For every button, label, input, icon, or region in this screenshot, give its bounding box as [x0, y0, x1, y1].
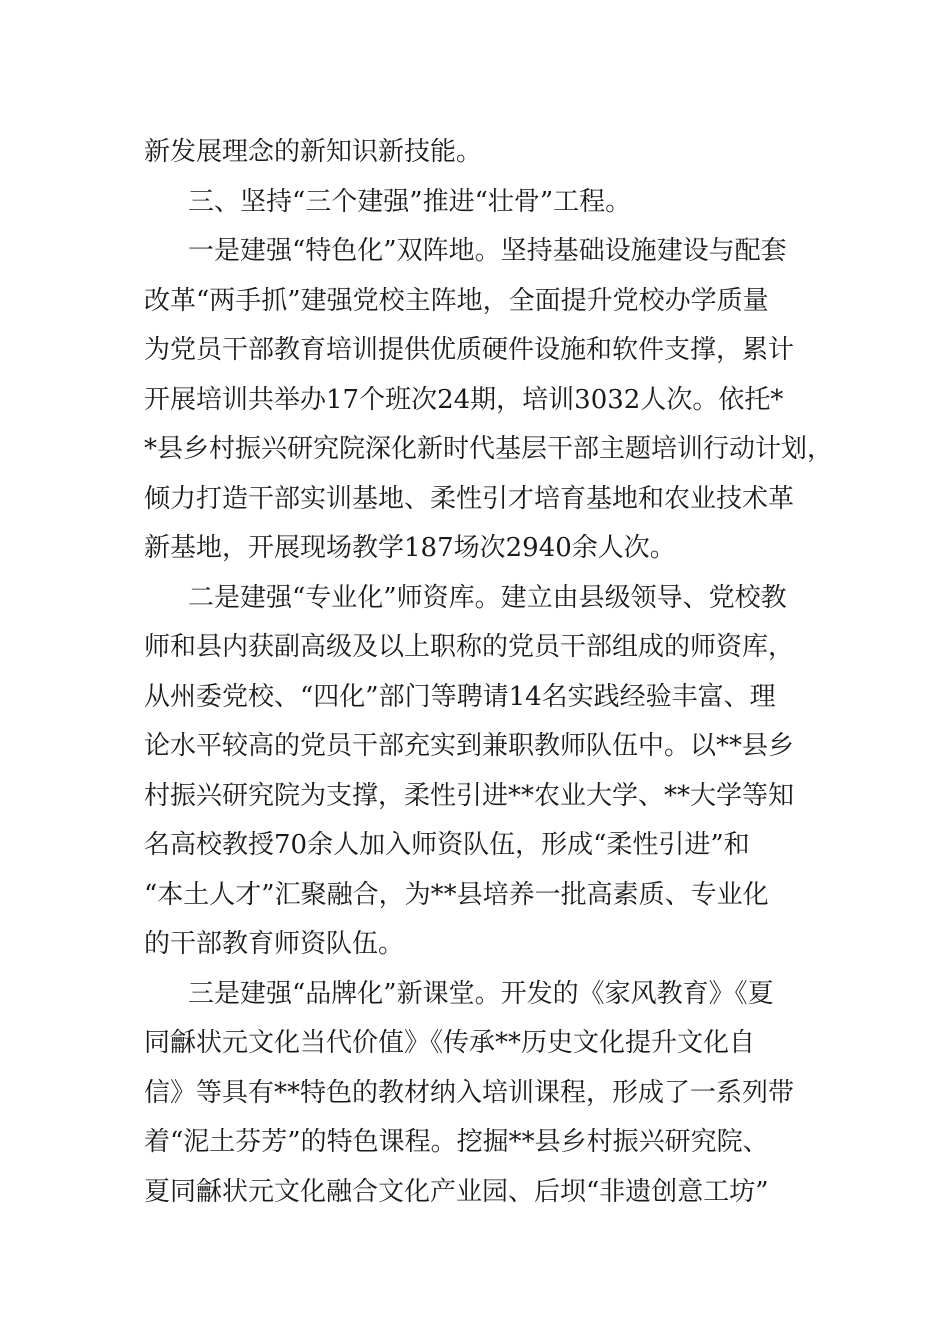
text-line-6: 开展培训共举办17个班次24期，培训3032人次。依托* — [144, 384, 784, 415]
text-line-21: 着“泥土芬芳”的特色课程。挖掘**县乡村振兴研究院、 — [144, 1127, 769, 1157]
text-line-18: 三是建强“品牌化”新课堂。开发的《家风教育》《夏 — [188, 978, 774, 1009]
text-line-19: 同龢状元文化当代价值》《传承**历史文化提升文化自 — [144, 1028, 756, 1058]
text-line-15: 名高校教授70余人加入师资队伍，形成“柔性引进”和 — [144, 830, 750, 860]
text-line-9: 新基地，开展现场教学187场次2940余人次。 — [144, 533, 676, 563]
text-line-5: 为党员干部教育培训提供优质硬件设施和软件支撑，累计 — [144, 335, 795, 365]
text-line-13: 论水平较高的党员干部充实到兼职教师队伍中。以**县乡 — [144, 731, 795, 761]
document-page — [144, 128, 834, 1217]
section-heading-3: 三、坚持“三个建强”推进“壮骨”工程。 — [188, 186, 632, 217]
text-line-17: 的干部教育师资队伍。 — [144, 929, 405, 959]
text-line-14: 村振兴研究院为支撑，柔性引进**农业大学、**大学等知 — [144, 780, 795, 811]
text-line-16: “本土人才”汇聚融合，为**县培养一批高素质、专业化 — [144, 879, 769, 910]
text-line-8: 倾力打造干部实训基地、柔性引才培育基地和农业技术革 — [144, 483, 795, 514]
text-line-22: 夏同龢状元文化融合文化产业园、后坝“非遗创意工坊” — [144, 1176, 769, 1207]
text-line-11: 师和县内获副高级及以上职称的党员干部组成的师资库， — [144, 632, 795, 662]
text-line-7: *县乡村振兴研究院深化新时代基层干部主题培训行动计划， — [144, 434, 834, 464]
text-line-12: 从州委党校、“四化”部门等聘请14名实践经验丰富、理 — [144, 681, 776, 712]
text-line-1: 新发展理念的新知识新技能。 — [144, 137, 483, 167]
text-line-10: 二是建强“专业化”师资库。建立由县级领导、党校教 — [188, 582, 787, 613]
text-line-4: 改革“两手抓”建强党校主阵地，全面提升党校办学质量 — [144, 285, 769, 316]
text-line-3: 一是建强“特色化”双阵地。坚持基础设施建设与配套 — [188, 236, 787, 266]
text-line-20: 信》等具有**特色的教材纳入培训课程，形成了一系列带 — [144, 1077, 795, 1108]
